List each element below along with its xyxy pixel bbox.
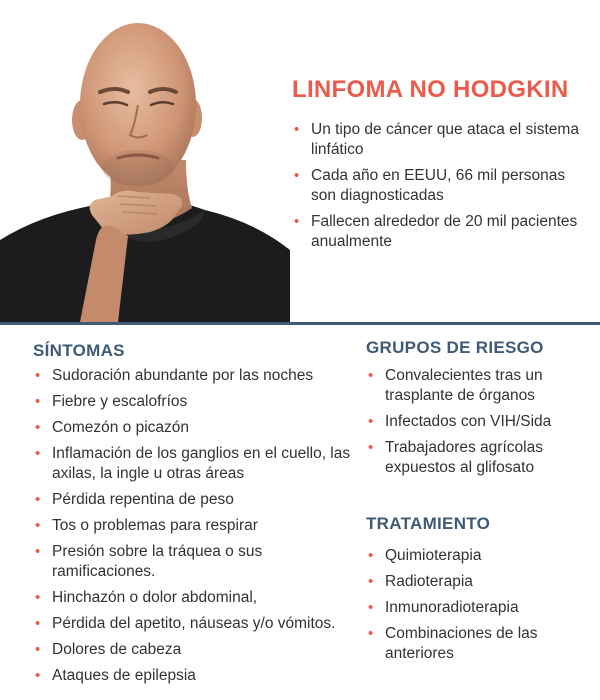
tratamiento-item: • Combinaciones de las anteriores	[366, 624, 591, 664]
riesgo-item: • Trabajadores agrícolas expuestos al glifosato	[366, 438, 591, 478]
tratamiento-list	[366, 546, 591, 670]
sintoma-item: • Pérdida repentina de peso	[33, 490, 353, 510]
tratamiento-item: • Inmunoradioterapia	[366, 598, 591, 618]
sintoma-item: • Dolores de cabeza	[33, 640, 353, 660]
riesgo-item: • Convalecientes tras un trasplante de órganos	[366, 366, 591, 406]
riesgo-list	[366, 366, 591, 484]
man-holding-throat-photo	[0, 0, 290, 322]
sintoma-item: • Hinchazón o dolor abdominal,	[33, 588, 353, 608]
sintoma-item: • Inflamación de los ganglios en el cuello, las axilas, la ingle u otras áreas	[33, 444, 353, 484]
sintoma-item: • Tos o problemas para respirar	[33, 516, 353, 536]
intro-item: • Fallecen alrededor de 20 mil pacientes anualmente	[292, 212, 592, 252]
sintomas-heading: SÍNTOMAS	[33, 341, 125, 360]
sintomas-list	[33, 366, 353, 692]
sintoma-item: • Pérdida del apetito, náuseas y/o vómitos.	[33, 614, 353, 634]
intro-list	[292, 120, 592, 258]
tratamiento-item: • Quimioterapia	[366, 546, 591, 566]
riesgo-heading: GRUPOS DE RIESGO	[366, 338, 544, 357]
intro-item: • Un tipo de cáncer que ataca el sistema linfático	[292, 120, 592, 160]
sintoma-item: • Ataques de epilepsia	[33, 666, 353, 686]
intro-item: • Cada año en EEUU, 66 mil personas son diagnosticadas	[292, 166, 592, 206]
page-title: LINFOMA NO HODGKIN	[292, 76, 569, 103]
tratamiento-heading: TRATAMIENTO	[366, 514, 491, 533]
sintoma-item: • Sudoración abundante por las noches	[33, 366, 353, 386]
sintoma-item: • Presión sobre la tráquea o sus ramificaciones.	[33, 542, 353, 582]
tratamiento-item: • Radioterapia	[366, 572, 591, 592]
riesgo-item: • Infectados con VIH/Sida	[366, 412, 591, 432]
header-section	[0, 0, 600, 322]
sintoma-item: • Fiebre y escalofríos	[33, 392, 353, 412]
sintoma-item: • Comezón o picazón	[33, 418, 353, 438]
